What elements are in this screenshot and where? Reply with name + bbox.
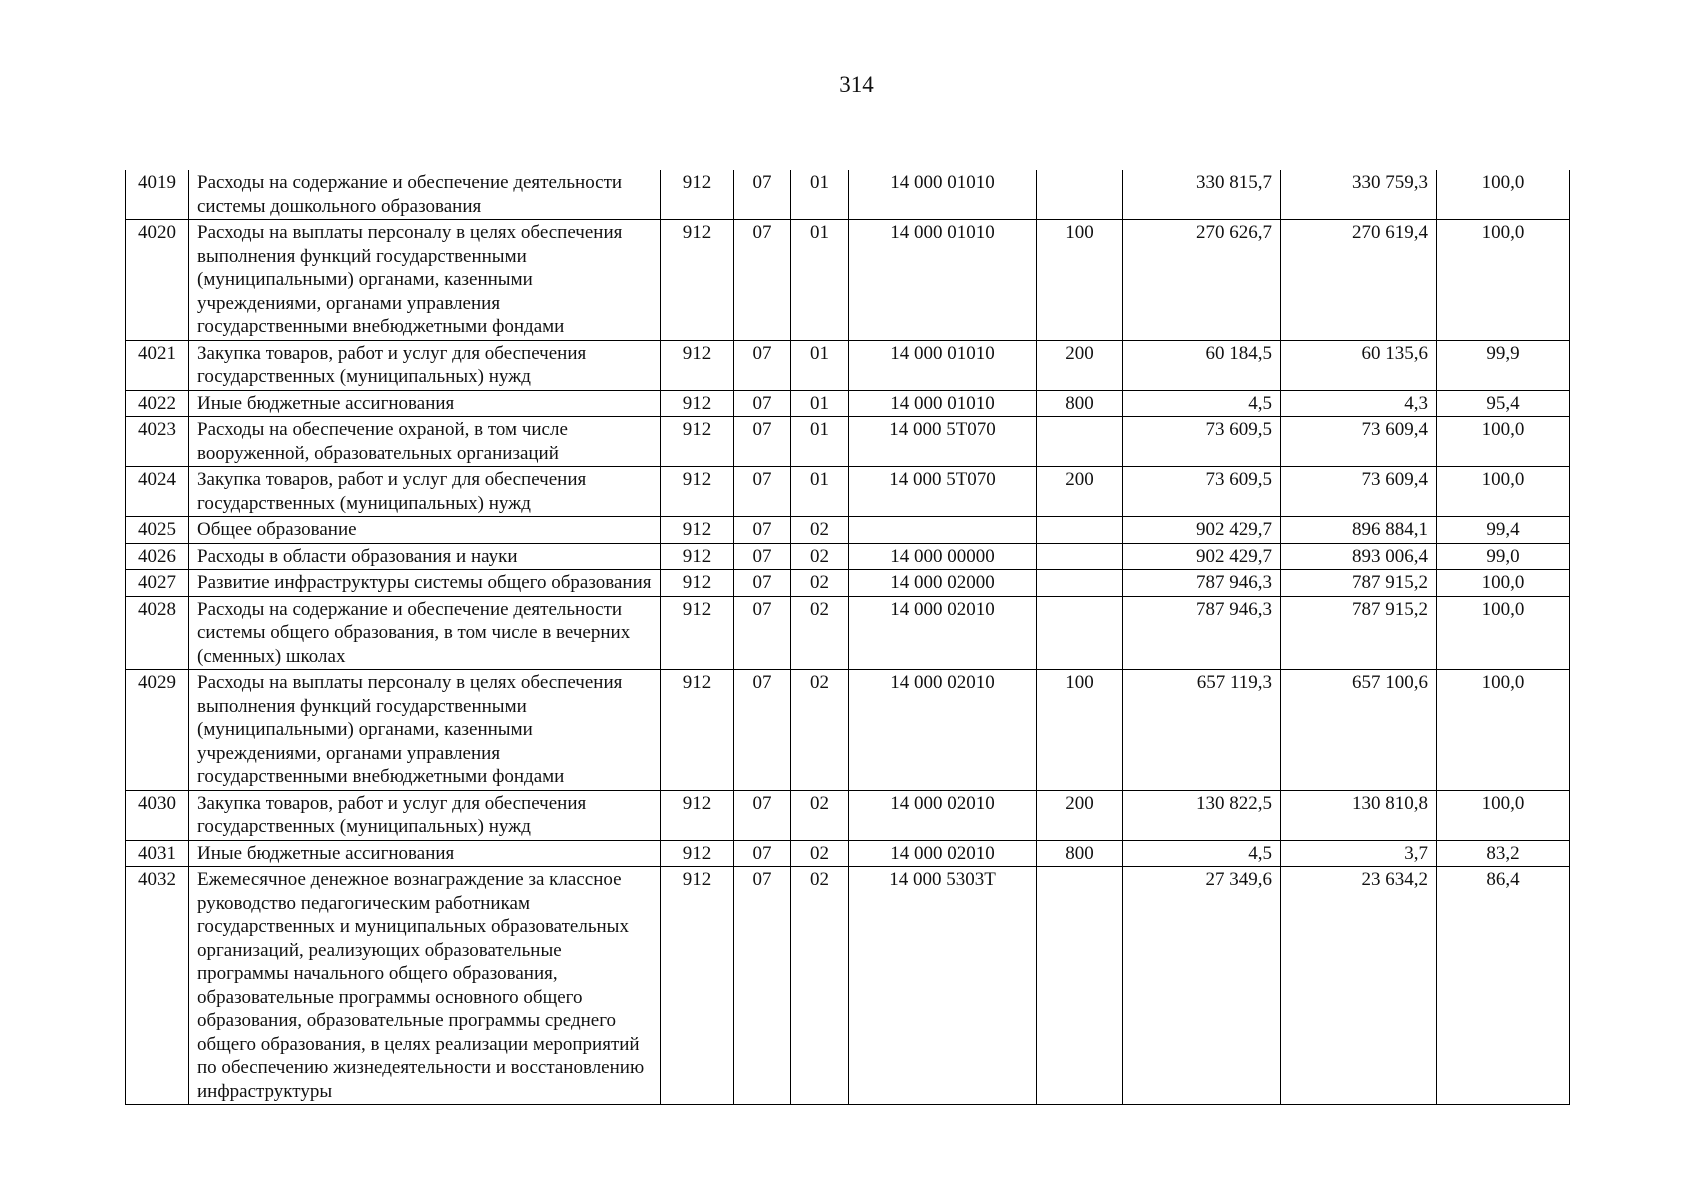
expense-name: Расходы на выплаты персоналу в целях обеспечения выполнения функций государственными (муниципальными) органами, казенными учреждениями, органами управления государственными внебюджетными фондами [189,220,661,341]
expense-type-code: 800 [1037,840,1123,867]
table-row [126,867,1570,1105]
target-item-code [849,517,1037,544]
actual-amount: 270 619,4 [1281,220,1437,341]
table-row [126,390,1570,417]
actual-amount: 896 884,1 [1281,517,1437,544]
target-item-code: 14 000 02010 [849,596,1037,670]
page-number: 314 [839,72,874,97]
table-row [126,517,1570,544]
row-number: 4030 [126,790,189,840]
row-number: 4022 [126,390,189,417]
expense-name: Развитие инфраструктуры системы общего образования [189,570,661,597]
planned-amount: 787 946,3 [1123,570,1281,597]
table-row [126,596,1570,670]
execution-percent: 100,0 [1437,417,1570,467]
actual-amount: 3,7 [1281,840,1437,867]
table-row [126,340,1570,390]
planned-amount: 902 429,7 [1123,543,1281,570]
subsection-code: 02 [791,790,849,840]
section-code: 07 [734,570,791,597]
expense-name: Расходы на содержание и обеспечение деятельности системы общего образования, в том числе в вечерних (сменных) школах [189,596,661,670]
planned-amount: 4,5 [1123,840,1281,867]
execution-percent: 99,9 [1437,340,1570,390]
ministry-code: 912 [661,596,734,670]
execution-percent: 86,4 [1437,867,1570,1105]
actual-amount: 73 609,4 [1281,467,1437,517]
ministry-code: 912 [661,417,734,467]
table-row [126,790,1570,840]
table-row [126,417,1570,467]
row-number: 4027 [126,570,189,597]
target-item-code: 14 000 01010 [849,390,1037,417]
ministry-code: 912 [661,570,734,597]
ministry-code: 912 [661,517,734,544]
subsection-code: 01 [791,390,849,417]
subsection-code: 01 [791,340,849,390]
row-number: 4029 [126,670,189,791]
expense-name: Расходы на содержание и обеспечение деятельности системы дошкольного образования [189,170,661,220]
ministry-code: 912 [661,670,734,791]
section-code: 07 [734,220,791,341]
expense-name: Иные бюджетные ассигнования [189,390,661,417]
execution-percent: 100,0 [1437,570,1570,597]
execution-percent: 95,4 [1437,390,1570,417]
execution-percent: 83,2 [1437,840,1570,867]
section-code: 07 [734,170,791,220]
planned-amount: 73 609,5 [1123,467,1281,517]
table-row [126,570,1570,597]
expense-name: Ежемесячное денежное вознаграждение за классное руководство педагогическим работникам государственных и муниципальных образовательных организаций, реализующих образовательные программы начального общего образования, образовательные программы основного общего образования, образовательные программы среднего общего образования, в целях реализации мероприятий по обеспечению жизнедеятельности и восстановлению инфраструктуры [189,867,661,1105]
subsection-code: 01 [791,467,849,517]
planned-amount: 73 609,5 [1123,417,1281,467]
expense-name: Общее образование [189,517,661,544]
row-number: 4021 [126,340,189,390]
actual-amount: 330 759,3 [1281,170,1437,220]
subsection-code: 02 [791,670,849,791]
planned-amount: 4,5 [1123,390,1281,417]
expense-type-code: 100 [1037,670,1123,791]
target-item-code: 14 000 5Т070 [849,417,1037,467]
budget-table [125,170,1570,1105]
row-number: 4023 [126,417,189,467]
execution-percent: 100,0 [1437,596,1570,670]
table-row [126,840,1570,867]
section-code: 07 [734,790,791,840]
ministry-code: 912 [661,170,734,220]
row-number: 4025 [126,517,189,544]
subsection-code: 01 [791,417,849,467]
subsection-code: 01 [791,220,849,341]
actual-amount: 787 915,2 [1281,570,1437,597]
section-code: 07 [734,840,791,867]
subsection-code: 02 [791,840,849,867]
actual-amount: 657 100,6 [1281,670,1437,791]
actual-amount: 130 810,8 [1281,790,1437,840]
execution-percent: 100,0 [1437,170,1570,220]
target-item-code: 14 000 02010 [849,670,1037,791]
subsection-code: 02 [791,596,849,670]
table-row [126,170,1570,220]
ministry-code: 912 [661,543,734,570]
ministry-code: 912 [661,467,734,517]
expense-type-code [1037,570,1123,597]
expense-type-code [1037,543,1123,570]
subsection-code: 02 [791,517,849,544]
row-number: 4026 [126,543,189,570]
execution-percent: 100,0 [1437,220,1570,341]
planned-amount: 787 946,3 [1123,596,1281,670]
target-item-code: 14 000 5Т070 [849,467,1037,517]
row-number: 4031 [126,840,189,867]
ministry-code: 912 [661,390,734,417]
planned-amount: 330 815,7 [1123,170,1281,220]
expense-name: Расходы в области образования и науки [189,543,661,570]
expense-name: Закупка товаров, работ и услуг для обеспечения государственных (муниципальных) нужд [189,790,661,840]
expense-type-code: 100 [1037,220,1123,341]
expense-type-code [1037,517,1123,544]
subsection-code: 02 [791,543,849,570]
ministry-code: 912 [661,790,734,840]
target-item-code: 14 000 01010 [849,340,1037,390]
section-code: 07 [734,340,791,390]
expense-type-code: 200 [1037,340,1123,390]
actual-amount: 787 915,2 [1281,596,1437,670]
execution-percent: 100,0 [1437,790,1570,840]
expense-name: Иные бюджетные ассигнования [189,840,661,867]
ministry-code: 912 [661,340,734,390]
expense-name: Закупка товаров, работ и услуг для обеспечения государственных (муниципальных) нужд [189,340,661,390]
planned-amount: 130 822,5 [1123,790,1281,840]
expense-type-code [1037,867,1123,1105]
row-number: 4020 [126,220,189,341]
planned-amount: 902 429,7 [1123,517,1281,544]
expense-type-code: 200 [1037,790,1123,840]
target-item-code: 14 000 02010 [849,840,1037,867]
table-row [126,670,1570,791]
actual-amount: 4,3 [1281,390,1437,417]
table-row [126,220,1570,341]
row-number: 4019 [126,170,189,220]
subsection-code: 02 [791,570,849,597]
expense-type-code: 200 [1037,467,1123,517]
target-item-code: 14 000 00000 [849,543,1037,570]
expense-type-code [1037,596,1123,670]
execution-percent: 100,0 [1437,467,1570,517]
actual-amount: 60 135,6 [1281,340,1437,390]
section-code: 07 [734,670,791,791]
actual-amount: 73 609,4 [1281,417,1437,467]
expense-name: Закупка товаров, работ и услуг для обеспечения государственных (муниципальных) нужд [189,467,661,517]
table-row [126,467,1570,517]
execution-percent: 99,0 [1437,543,1570,570]
target-item-code: 14 000 01010 [849,170,1037,220]
section-code: 07 [734,596,791,670]
row-number: 4024 [126,467,189,517]
target-item-code: 14 000 02010 [849,790,1037,840]
actual-amount: 23 634,2 [1281,867,1437,1105]
section-code: 07 [734,543,791,570]
expense-type-code [1037,417,1123,467]
section-code: 07 [734,867,791,1105]
section-code: 07 [734,467,791,517]
target-item-code: 14 000 02000 [849,570,1037,597]
subsection-code: 01 [791,170,849,220]
expense-type-code [1037,170,1123,220]
row-number: 4028 [126,596,189,670]
target-item-code: 14 000 01010 [849,220,1037,341]
expense-name: Расходы на выплаты персоналу в целях обеспечения выполнения функций государственными (муниципальными) органами, казенными учреждениями, органами управления государственными внебюджетными фондами [189,670,661,791]
subsection-code: 02 [791,867,849,1105]
actual-amount: 893 006,4 [1281,543,1437,570]
table-row [126,543,1570,570]
planned-amount: 27 349,6 [1123,867,1281,1105]
ministry-code: 912 [661,867,734,1105]
section-code: 07 [734,417,791,467]
target-item-code: 14 000 5303Т [849,867,1037,1105]
planned-amount: 657 119,3 [1123,670,1281,791]
execution-percent: 99,4 [1437,517,1570,544]
ministry-code: 912 [661,220,734,341]
execution-percent: 100,0 [1437,670,1570,791]
section-code: 07 [734,517,791,544]
ministry-code: 912 [661,840,734,867]
expense-type-code: 800 [1037,390,1123,417]
section-code: 07 [734,390,791,417]
planned-amount: 270 626,7 [1123,220,1281,341]
expense-name: Расходы на обеспечение охраной, в том числе вооруженной, образовательных организаций [189,417,661,467]
planned-amount: 60 184,5 [1123,340,1281,390]
row-number: 4032 [126,867,189,1105]
